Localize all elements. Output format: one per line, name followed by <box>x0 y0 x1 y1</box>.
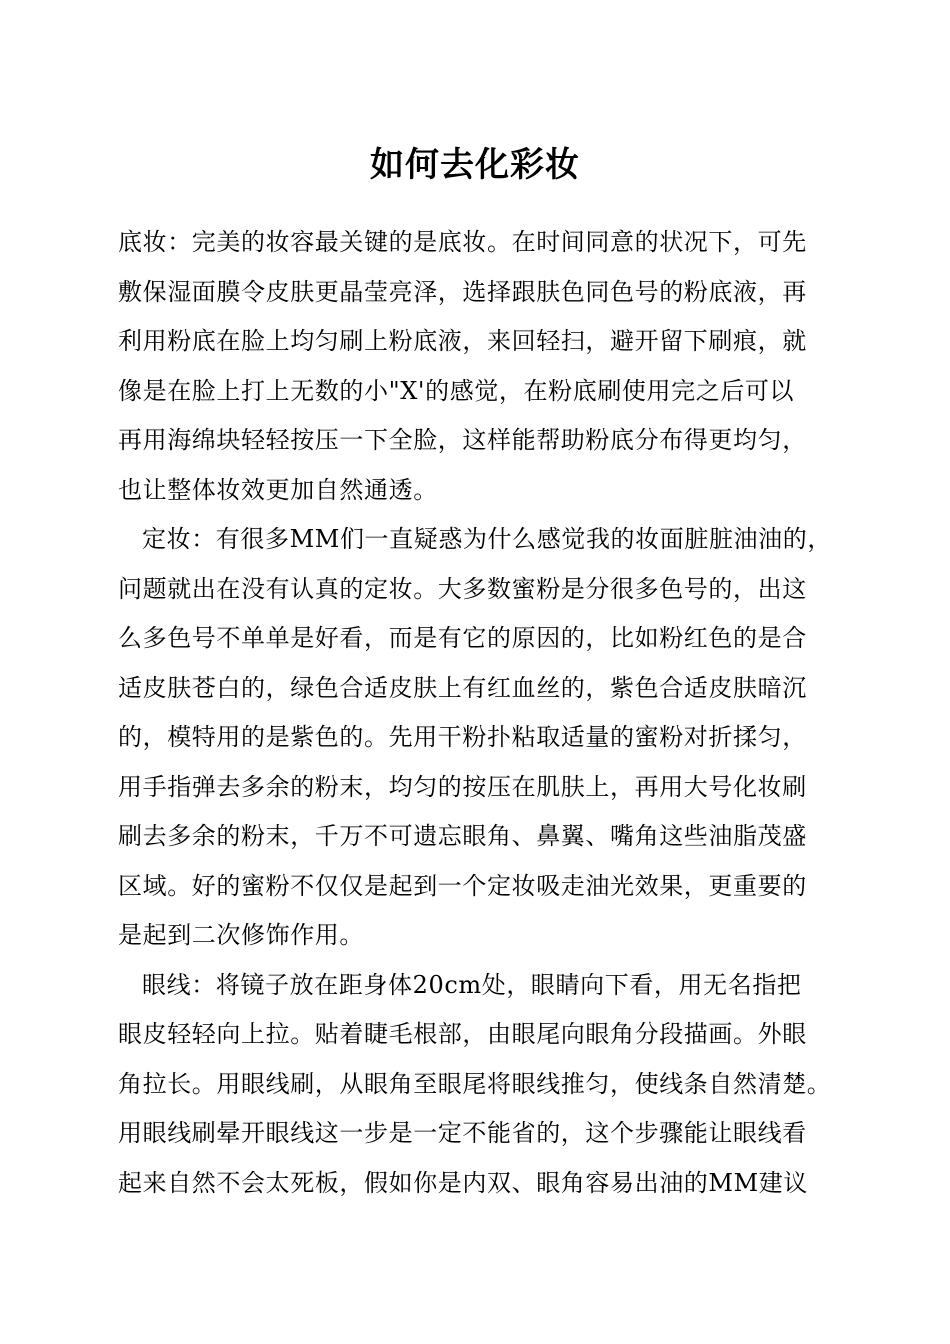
document-body <box>118 218 848 1208</box>
body-line: 么多色号不单单是好看，而是有它的原因的，比如粉红色的是合 <box>118 624 807 652</box>
body-line: 角拉长。用眼线刷，从眼角至眼尾将眼线推匀，使线条自然清楚。 <box>118 1069 832 1098</box>
body-line: 用眼线刷晕开眼线这一步是一定不能省的，这个步骤能让眼线看 <box>118 1119 807 1147</box>
body-line: 起来自然不会太死板，假如你是内双、眼角容易出油的MM建议 <box>118 1168 808 1197</box>
body-line: 用手指弹去多余的粉末，均匀的按压在肌肤上，再用大号化妆刷 <box>118 772 807 801</box>
body-line: 是起到二次修饰作用。 <box>118 921 364 949</box>
body-line: 像是在脸上打上无数的小"X'的感觉，在粉底刷使用完之后可以 <box>118 376 795 405</box>
body-line: 刷去多余的粉末，千万不可遗忘眼角、鼻翼、嘴角这些油脂茂盛 <box>118 822 807 850</box>
document-title: 如何去化彩妆 <box>370 145 580 185</box>
body-line: 定妆：有很多MM们一直疑惑为什么感觉我的妆面脏脏油油的， <box>142 525 832 553</box>
body-line: 区域。好的蜜粉不仅仅是起到一个定妆吸走油光效果，更重要的 <box>118 871 807 900</box>
body-line: 适皮肤苍白的，绿色合适皮肤上有红血丝的，紫色合适皮肤暗沉 <box>118 673 807 702</box>
body-line: 再用海绵块轻轻按压一下全脸，这样能帮助粉底分布得更均匀， <box>118 426 807 454</box>
body-line: 的，模特用的是紫色的。先用干粉扑粘取适量的蜜粉对折揉匀， <box>118 723 807 751</box>
body-line: 眼皮轻轻向上拉。贴着睫毛根部，由眼尾向眼角分段描画。外眼 <box>118 1020 807 1048</box>
body-line: 利用粉底在脸上均匀刷上粉底液，来回轻扫，避开留下刷痕，就 <box>118 327 807 355</box>
body-line: 也让整体妆效更加自然通透。 <box>118 475 438 504</box>
body-line: 问题就出在没有认真的定妆。大多数蜜粉是分很多色号的，出这 <box>118 574 807 603</box>
body-line: 敷保湿面膜令皮肤更晶莹亮泽，选择跟肤色同色号的粉底液，再 <box>118 277 807 306</box>
body-line: 眼线：将镜子放在距身体20cm处，眼睛向下看，用无名指把 <box>142 970 802 999</box>
body-line: 底妆：完美的妆容最关键的是底妆。在时间同意的状况下，可先 <box>118 228 807 256</box>
